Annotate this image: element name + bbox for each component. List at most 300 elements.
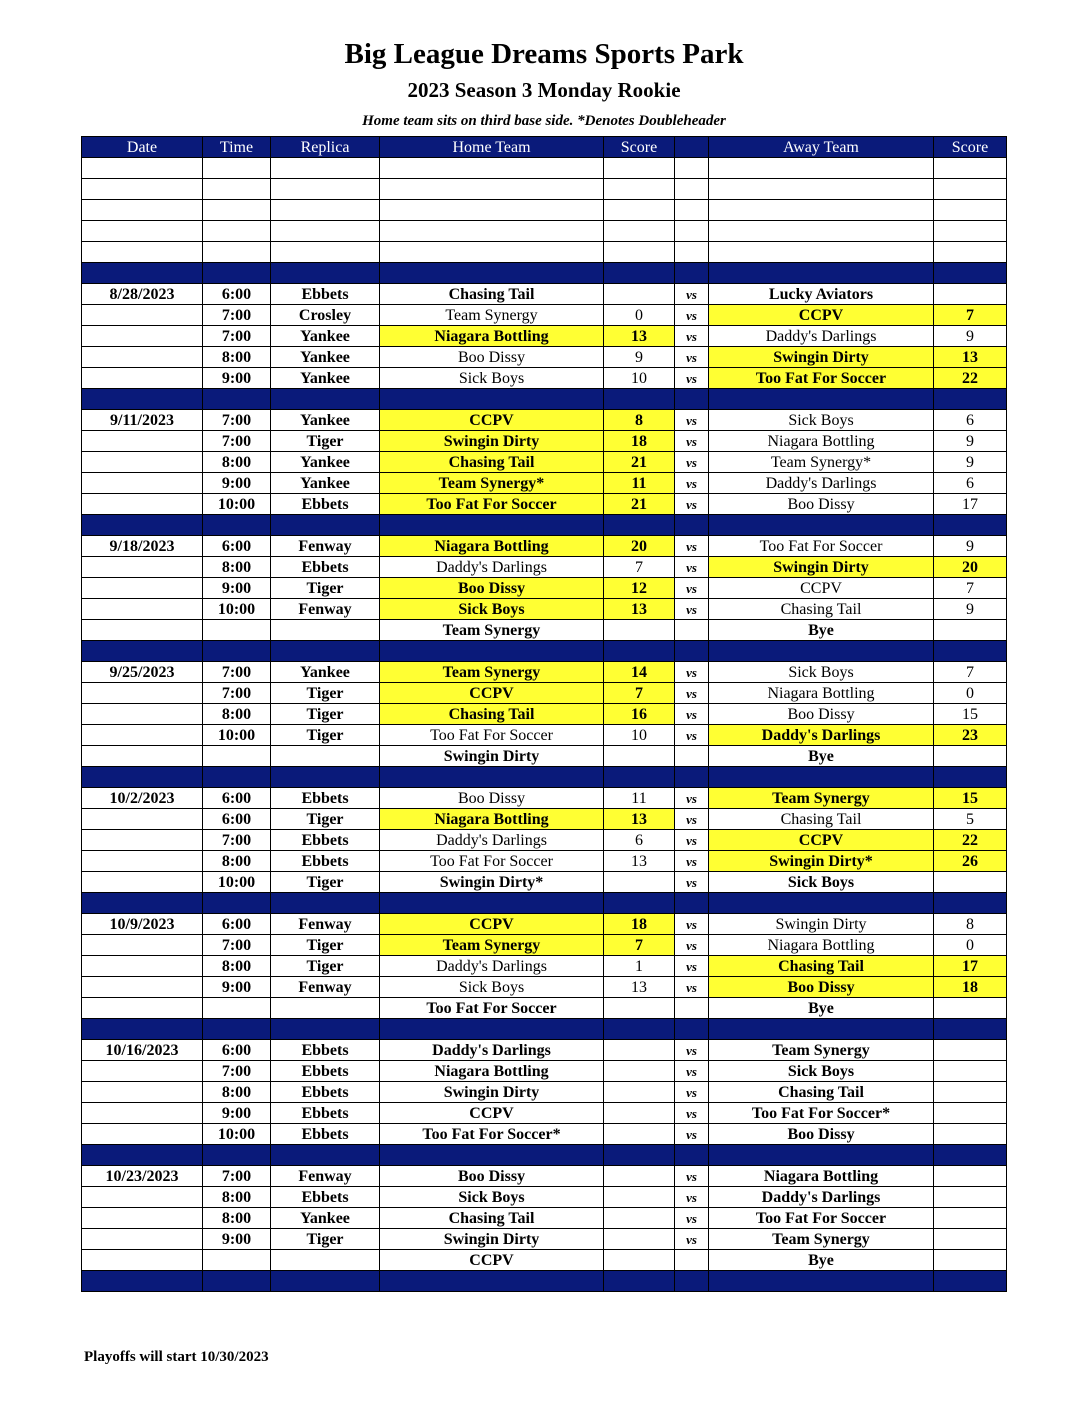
away-score-cell: 0 — [934, 683, 1007, 704]
vs-cell: vs — [675, 452, 709, 473]
home-team-cell: Sick Boys — [380, 368, 604, 389]
replica-cell: Yankee — [271, 368, 380, 389]
away-score-cell: 17 — [934, 494, 1007, 515]
vs-cell: vs — [675, 1124, 709, 1145]
away-team-cell: Chasing Tail — [709, 956, 934, 977]
game-row — [82, 305, 1007, 326]
game-row — [82, 935, 1007, 956]
blank-row-cell — [604, 179, 675, 200]
time-cell: 7:00 — [203, 305, 271, 326]
replica-cell: Fenway — [271, 599, 380, 620]
away-score-cell: 8 — [934, 914, 1007, 935]
week-separator-cell — [203, 1271, 271, 1292]
blank-row-cell — [675, 221, 709, 242]
vs-cell: vs — [675, 1166, 709, 1187]
week-separator-cell — [934, 263, 1007, 284]
header-row — [82, 137, 1007, 158]
away-team-cell: Daddy's Darlings — [709, 326, 934, 347]
away-team-cell: Boo Dissy — [709, 494, 934, 515]
week-separator-cell — [380, 1271, 604, 1292]
replica-cell: Tiger — [271, 704, 380, 725]
time-cell: 10:00 — [203, 872, 271, 893]
week-separator-cell — [934, 1145, 1007, 1166]
week-separator — [82, 767, 1007, 788]
away-score-cell — [934, 746, 1007, 767]
header-home-team: Home Team — [380, 137, 604, 158]
week-separator-cell — [271, 515, 380, 536]
away-team-cell: Too Fat For Soccer — [709, 368, 934, 389]
game-row — [82, 956, 1007, 977]
date-cell — [82, 305, 203, 326]
away-score-cell: 9 — [934, 536, 1007, 557]
away-team-cell: Daddy's Darlings — [709, 473, 934, 494]
time-cell: 7:00 — [203, 662, 271, 683]
home-team-cell: Daddy's Darlings — [380, 557, 604, 578]
vs-cell — [675, 1250, 709, 1271]
home-team-cell: Swingin Dirty — [380, 431, 604, 452]
schedule-note: Home team sits on third base side. *Denotes Doubleheader — [362, 113, 726, 129]
game-row — [82, 347, 1007, 368]
week-separator-cell — [380, 641, 604, 662]
week-separator-cell — [271, 389, 380, 410]
time-cell: 8:00 — [203, 704, 271, 725]
home-team-cell: CCPV — [380, 683, 604, 704]
week-separator — [82, 1271, 1007, 1292]
replica-cell — [271, 1250, 380, 1271]
blank-row-cell — [675, 179, 709, 200]
vs-cell: vs — [675, 347, 709, 368]
home-team-cell: Boo Dissy — [380, 347, 604, 368]
game-row — [82, 725, 1007, 746]
away-score-cell: 18 — [934, 977, 1007, 998]
home-team-cell: Niagara Bottling — [380, 1061, 604, 1082]
away-score-cell: 9 — [934, 599, 1007, 620]
replica-cell: Tiger — [271, 872, 380, 893]
vs-cell — [675, 998, 709, 1019]
away-team-cell: Too Fat For Soccer* — [709, 1103, 934, 1124]
vs-cell: vs — [675, 788, 709, 809]
week-separator-cell — [675, 263, 709, 284]
home-score-cell — [604, 1124, 675, 1145]
home-score-cell: 13 — [604, 851, 675, 872]
blank-row-cell — [934, 221, 1007, 242]
away-score-cell: 0 — [934, 935, 1007, 956]
game-row — [82, 494, 1007, 515]
week-separator-cell — [82, 515, 203, 536]
home-team-cell: Sick Boys — [380, 1187, 604, 1208]
away-score-cell — [934, 284, 1007, 305]
time-cell: 10:00 — [203, 494, 271, 515]
week-separator-cell — [82, 1019, 203, 1040]
away-team-cell: Boo Dissy — [709, 1124, 934, 1145]
replica-cell: Ebbets — [271, 1103, 380, 1124]
vs-cell: vs — [675, 536, 709, 557]
replica-cell: Yankee — [271, 347, 380, 368]
blank-row-cell — [380, 179, 604, 200]
blank-row-cell — [271, 158, 380, 179]
week-separator-cell — [604, 1271, 675, 1292]
blank-row-cell — [203, 242, 271, 263]
week-separator-cell — [380, 515, 604, 536]
blank-row-cell — [709, 221, 934, 242]
away-team-cell: Team Synergy — [709, 1040, 934, 1061]
home-team-cell: Team Synergy* — [380, 473, 604, 494]
time-cell: 10:00 — [203, 725, 271, 746]
away-score-cell: 17 — [934, 956, 1007, 977]
replica-cell: Ebbets — [271, 1061, 380, 1082]
date-cell — [82, 1082, 203, 1103]
date-cell — [82, 326, 203, 347]
home-team-cell: CCPV — [380, 914, 604, 935]
date-cell — [82, 1061, 203, 1082]
replica-cell: Ebbets — [271, 284, 380, 305]
time-cell: 9:00 — [203, 473, 271, 494]
blank-row-cell — [203, 221, 271, 242]
blank-row-cell — [604, 200, 675, 221]
home-team-cell: Too Fat For Soccer — [380, 725, 604, 746]
replica-cell: Tiger — [271, 956, 380, 977]
blank-row-cell — [82, 242, 203, 263]
game-row — [82, 1082, 1007, 1103]
home-score-cell: 9 — [604, 347, 675, 368]
game-row — [82, 809, 1007, 830]
blank-row-cell — [380, 242, 604, 263]
week-separator-cell — [271, 893, 380, 914]
time-cell: 7:00 — [203, 326, 271, 347]
replica-cell: Tiger — [271, 683, 380, 704]
away-score-cell: 7 — [934, 305, 1007, 326]
replica-cell: Yankee — [271, 410, 380, 431]
home-team-cell: Sick Boys — [380, 977, 604, 998]
replica-cell — [271, 998, 380, 1019]
blank-row-cell — [604, 242, 675, 263]
header-home-score: Score — [604, 137, 675, 158]
vs-cell: vs — [675, 305, 709, 326]
home-team-cell: Swingin Dirty — [380, 1082, 604, 1103]
blank-row — [82, 200, 1007, 221]
blank-row-cell — [675, 158, 709, 179]
week-separator-cell — [604, 1145, 675, 1166]
blank-row-cell — [675, 200, 709, 221]
home-team-cell: Niagara Bottling — [380, 536, 604, 557]
time-cell: 7:00 — [203, 431, 271, 452]
game-row — [82, 683, 1007, 704]
time-cell: 10:00 — [203, 1124, 271, 1145]
week-separator-cell — [271, 641, 380, 662]
away-team-cell: Team Synergy — [709, 1229, 934, 1250]
time-cell: 8:00 — [203, 557, 271, 578]
home-team-cell: CCPV — [380, 1250, 604, 1271]
home-score-cell — [604, 284, 675, 305]
blank-row-cell — [380, 158, 604, 179]
away-team-cell: Sick Boys — [709, 1061, 934, 1082]
week-separator-cell — [82, 389, 203, 410]
week-separator-cell — [604, 515, 675, 536]
time-cell: 8:00 — [203, 851, 271, 872]
week-separator-cell — [675, 389, 709, 410]
vs-cell: vs — [675, 1229, 709, 1250]
home-team-cell: Boo Dissy — [380, 1166, 604, 1187]
home-team-cell: CCPV — [380, 410, 604, 431]
week-separator-cell — [604, 641, 675, 662]
time-cell: 9:00 — [203, 1229, 271, 1250]
home-team-cell: Sick Boys — [380, 599, 604, 620]
away-score-cell: 9 — [934, 431, 1007, 452]
time-cell: 9:00 — [203, 977, 271, 998]
home-score-cell: 11 — [604, 473, 675, 494]
week-separator-cell — [934, 767, 1007, 788]
away-team-cell: Sick Boys — [709, 410, 934, 431]
away-score-cell: 15 — [934, 704, 1007, 725]
vs-cell: vs — [675, 662, 709, 683]
date-cell — [82, 851, 203, 872]
week-separator-cell — [203, 263, 271, 284]
page-subtitle: 2023 Season 3 Monday Rookie — [407, 78, 681, 102]
week-separator-cell — [380, 1145, 604, 1166]
home-team-cell: Team Synergy — [380, 620, 604, 641]
time-cell: 10:00 — [203, 599, 271, 620]
date-cell — [82, 725, 203, 746]
date-cell: 10/16/2023 — [82, 1040, 203, 1061]
blank-row — [82, 179, 1007, 200]
time-cell — [203, 620, 271, 641]
blank-row-cell — [271, 221, 380, 242]
away-score-cell: 7 — [934, 662, 1007, 683]
time-cell: 8:00 — [203, 1187, 271, 1208]
game-row — [82, 431, 1007, 452]
blank-row — [82, 242, 1007, 263]
blank-row-cell — [709, 200, 934, 221]
time-cell: 7:00 — [203, 683, 271, 704]
game-row — [82, 1061, 1007, 1082]
blank-row-cell — [82, 221, 203, 242]
date-cell: 8/28/2023 — [82, 284, 203, 305]
home-team-cell: Chasing Tail — [380, 284, 604, 305]
time-cell: 6:00 — [203, 284, 271, 305]
replica-cell: Tiger — [271, 725, 380, 746]
away-team-cell: Sick Boys — [709, 662, 934, 683]
vs-cell: vs — [675, 683, 709, 704]
game-row — [82, 788, 1007, 809]
week-separator-cell — [604, 389, 675, 410]
week-separator-cell — [675, 1271, 709, 1292]
date-cell: 9/18/2023 — [82, 536, 203, 557]
week-separator-cell — [82, 767, 203, 788]
week-separator — [82, 1019, 1007, 1040]
week-separator-cell — [82, 641, 203, 662]
date-cell — [82, 599, 203, 620]
home-team-cell: Chasing Tail — [380, 452, 604, 473]
away-team-cell: Swingin Dirty — [709, 557, 934, 578]
away-team-cell: Team Synergy — [709, 788, 934, 809]
date-cell — [82, 704, 203, 725]
game-row — [82, 620, 1007, 641]
vs-cell: vs — [675, 368, 709, 389]
week-separator-cell — [934, 1019, 1007, 1040]
date-cell — [82, 956, 203, 977]
week-separator-cell — [675, 893, 709, 914]
header-vs — [675, 137, 709, 158]
time-cell: 7:00 — [203, 830, 271, 851]
away-score-cell: 15 — [934, 788, 1007, 809]
away-team-cell: Niagara Bottling — [709, 683, 934, 704]
away-team-cell: Team Synergy* — [709, 452, 934, 473]
away-score-cell: 20 — [934, 557, 1007, 578]
week-separator-cell — [271, 1019, 380, 1040]
week-separator-cell — [709, 263, 934, 284]
date-cell — [82, 431, 203, 452]
time-cell: 8:00 — [203, 452, 271, 473]
replica-cell: Tiger — [271, 578, 380, 599]
week-separator-cell — [380, 389, 604, 410]
away-score-cell: 23 — [934, 725, 1007, 746]
week-separator-cell — [82, 893, 203, 914]
vs-cell — [675, 746, 709, 767]
vs-cell: vs — [675, 1103, 709, 1124]
date-cell: 9/11/2023 — [82, 410, 203, 431]
home-score-cell: 10 — [604, 368, 675, 389]
game-row — [82, 1166, 1007, 1187]
date-cell — [82, 494, 203, 515]
header-date: Date — [82, 137, 203, 158]
week-separator — [82, 893, 1007, 914]
away-team-cell: Swingin Dirty — [709, 347, 934, 368]
vs-cell: vs — [675, 956, 709, 977]
game-row — [82, 746, 1007, 767]
game-row — [82, 536, 1007, 557]
vs-cell: vs — [675, 431, 709, 452]
home-score-cell: 6 — [604, 830, 675, 851]
away-team-cell: Swingin Dirty — [709, 914, 934, 935]
date-cell — [82, 872, 203, 893]
time-cell — [203, 998, 271, 1019]
away-score-cell: 13 — [934, 347, 1007, 368]
date-cell — [82, 368, 203, 389]
week-separator-cell — [82, 263, 203, 284]
time-cell: 8:00 — [203, 347, 271, 368]
blank-row-cell — [82, 179, 203, 200]
vs-cell: vs — [675, 851, 709, 872]
home-team-cell: Too Fat For Soccer* — [380, 1124, 604, 1145]
time-cell: 9:00 — [203, 1103, 271, 1124]
away-score-cell — [934, 998, 1007, 1019]
away-team-cell: Boo Dissy — [709, 704, 934, 725]
week-separator-cell — [604, 767, 675, 788]
game-row — [82, 473, 1007, 494]
replica-cell: Tiger — [271, 809, 380, 830]
time-cell: 7:00 — [203, 1061, 271, 1082]
blank-row-cell — [82, 158, 203, 179]
replica-cell: Ebbets — [271, 1082, 380, 1103]
home-score-cell: 7 — [604, 683, 675, 704]
week-separator-cell — [675, 1145, 709, 1166]
home-team-cell: Too Fat For Soccer — [380, 494, 604, 515]
away-score-cell — [934, 1040, 1007, 1061]
date-cell — [82, 1229, 203, 1250]
week-separator-cell — [203, 389, 271, 410]
replica-cell: Yankee — [271, 473, 380, 494]
away-team-cell: Chasing Tail — [709, 599, 934, 620]
away-score-cell: 9 — [934, 452, 1007, 473]
away-score-cell — [934, 1250, 1007, 1271]
blank-row-cell — [934, 242, 1007, 263]
home-team-cell: Daddy's Darlings — [380, 830, 604, 851]
vs-cell: vs — [675, 494, 709, 515]
home-score-cell: 13 — [604, 809, 675, 830]
home-score-cell — [604, 620, 675, 641]
time-cell: 6:00 — [203, 788, 271, 809]
away-score-cell: 6 — [934, 410, 1007, 431]
home-score-cell: 1 — [604, 956, 675, 977]
vs-cell: vs — [675, 914, 709, 935]
date-cell — [82, 620, 203, 641]
home-score-cell — [604, 1082, 675, 1103]
home-score-cell — [604, 1166, 675, 1187]
home-team-cell: Boo Dissy — [380, 788, 604, 809]
home-team-cell: Daddy's Darlings — [380, 956, 604, 977]
blank-row-cell — [709, 158, 934, 179]
away-score-cell — [934, 1208, 1007, 1229]
week-separator-cell — [271, 263, 380, 284]
date-cell — [82, 452, 203, 473]
away-score-cell: 9 — [934, 326, 1007, 347]
week-separator-cell — [203, 1145, 271, 1166]
vs-cell: vs — [675, 578, 709, 599]
week-separator-cell — [709, 515, 934, 536]
replica-cell: Yankee — [271, 326, 380, 347]
week-separator-cell — [709, 893, 934, 914]
blank-row-cell — [675, 242, 709, 263]
week-separator-cell — [380, 893, 604, 914]
game-row — [82, 914, 1007, 935]
week-separator-cell — [934, 893, 1007, 914]
game-row — [82, 578, 1007, 599]
time-cell: 6:00 — [203, 1040, 271, 1061]
home-score-cell: 16 — [604, 704, 675, 725]
week-separator-cell — [271, 767, 380, 788]
week-separator-cell — [82, 1145, 203, 1166]
away-team-cell: Niagara Bottling — [709, 935, 934, 956]
week-separator-cell — [934, 1271, 1007, 1292]
away-team-cell: Bye — [709, 746, 934, 767]
vs-cell: vs — [675, 284, 709, 305]
away-team-cell: Bye — [709, 1250, 934, 1271]
game-row — [82, 452, 1007, 473]
away-score-cell — [934, 1061, 1007, 1082]
vs-cell: vs — [675, 1187, 709, 1208]
away-team-cell: Sick Boys — [709, 872, 934, 893]
away-team-cell: Bye — [709, 998, 934, 1019]
date-cell: 10/9/2023 — [82, 914, 203, 935]
week-separator — [82, 389, 1007, 410]
date-cell — [82, 830, 203, 851]
blank-row-cell — [203, 200, 271, 221]
week-separator-cell — [709, 641, 934, 662]
week-separator-cell — [675, 641, 709, 662]
date-cell — [82, 557, 203, 578]
replica-cell: Tiger — [271, 935, 380, 956]
home-score-cell — [604, 1250, 675, 1271]
week-separator-cell — [604, 263, 675, 284]
home-score-cell: 13 — [604, 599, 675, 620]
replica-cell: Yankee — [271, 452, 380, 473]
game-row — [82, 977, 1007, 998]
blank-row-cell — [604, 158, 675, 179]
week-separator-cell — [380, 263, 604, 284]
week-separator-cell — [271, 1145, 380, 1166]
away-score-cell — [934, 872, 1007, 893]
game-row — [82, 368, 1007, 389]
